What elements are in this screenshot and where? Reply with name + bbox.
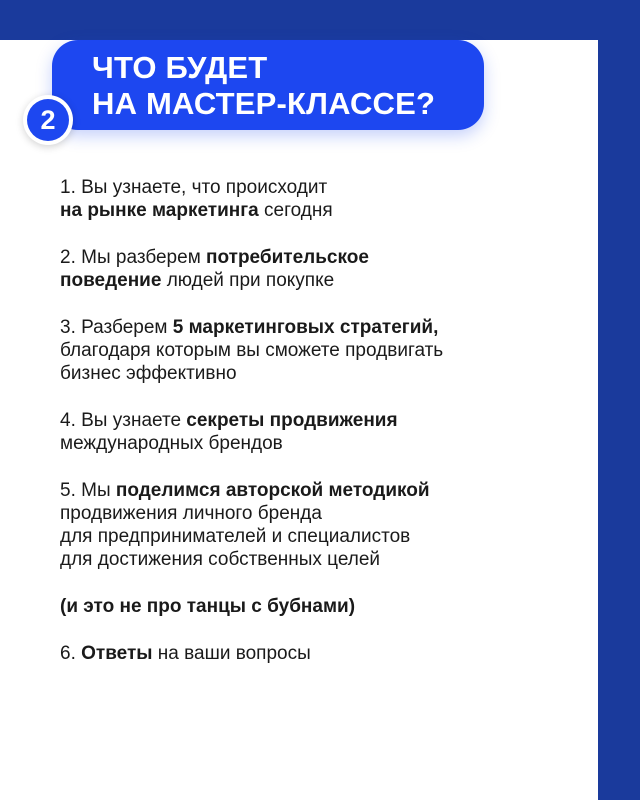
list-item-text: сегодня — [258, 200, 333, 221]
list-item-number: 5. — [60, 480, 76, 501]
list-item-number: 3. — [60, 317, 76, 338]
list-item-text: международных брендов — [60, 433, 283, 454]
list-item-highlight: секреты продвижения — [186, 410, 398, 431]
list-item-text: бизнес эффективно — [60, 363, 237, 384]
title-banner — [52, 40, 484, 130]
list-item-highlight: потребительское — [206, 247, 369, 268]
list-item-text: Мы — [75, 480, 116, 501]
list-item-text: для достижения собственных целей — [60, 549, 381, 570]
agenda-list — [60, 176, 580, 689]
list-item-number: 6. — [60, 643, 76, 664]
list-item-highlight: 5 маркетинговых стратегий, — [172, 317, 439, 338]
list-item-number: 2. — [60, 247, 76, 268]
list-item-highlight: поведение — [60, 270, 162, 291]
list-item-text: Разберем — [75, 317, 173, 338]
list-item-text: Вы узнаете — [75, 410, 187, 431]
list-item-text: Вы узнаете, что происходит — [75, 177, 328, 198]
list-item-text: на ваши вопросы — [152, 643, 311, 664]
list-item — [60, 642, 580, 665]
list-item-number: 4. — [60, 410, 76, 431]
list-item — [60, 595, 580, 618]
list-item-text: людей при покупке — [161, 270, 335, 291]
step-number: 2 — [27, 99, 69, 141]
list-item-text: для предпринимателей и специалистов — [60, 526, 411, 547]
list-item-text: Мы разберем — [75, 247, 207, 268]
list-item-text: продвижения личного бренда — [60, 503, 322, 524]
list-item — [60, 316, 580, 385]
list-item-highlight: поделимся авторской методикой — [115, 480, 430, 501]
list-item — [60, 176, 580, 222]
list-item-text: благодаря которым вы сможете продвигать — [60, 340, 444, 361]
list-item — [60, 246, 580, 292]
list-item-highlight: Ответы — [81, 643, 153, 664]
list-item-number: 1. — [60, 177, 76, 198]
step-badge — [23, 95, 73, 145]
list-item-highlight: (и это не про танцы с бубнами) — [60, 596, 356, 617]
list-item-highlight: на рынке маркетинга — [60, 200, 259, 221]
list-item — [60, 479, 580, 571]
list-item — [60, 409, 580, 455]
page-title: ЧТО БУДЕТ НА МАСТЕР-КЛАССЕ? — [92, 50, 436, 121]
